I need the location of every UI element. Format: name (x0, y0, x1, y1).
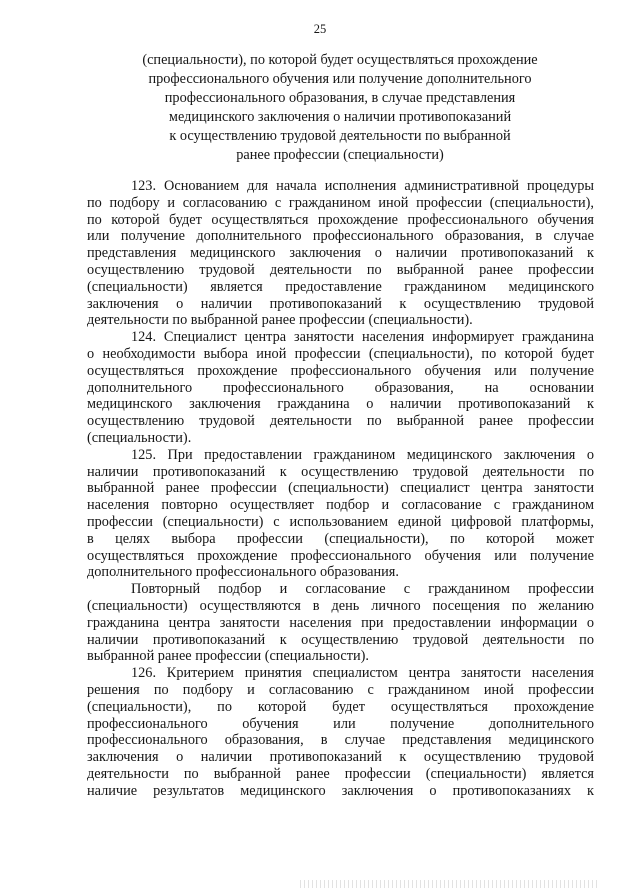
text-line: гражданина центра занятости населения при предоставлении информации о (87, 614, 594, 631)
text-line: заключения о наличии противопоказаний к осуществлению трудовой (87, 295, 594, 312)
scan-edge-artifact (300, 880, 600, 888)
text-line: профессионального образования, в случае представления медицинского (87, 732, 594, 749)
paragraph-repeat-selection (87, 581, 594, 665)
text-line: осуществляться прохождение профессионального обучения или получение (87, 547, 594, 564)
heading-line: к осуществлению трудовой деятельности по выбранной (169, 128, 511, 144)
text-line: деятельности по выбранной ранее профессии (специальности). (87, 312, 473, 329)
text-line: Повторный подбор и согласование с гражданином профессии (131, 581, 594, 598)
text-line: по которой будет осуществляться прохождение профессионального обучения (87, 211, 594, 228)
text-line: дополнительного профессионального образования. (87, 564, 399, 581)
heading-line: медицинского заключения о наличии противопоказаний (168, 109, 512, 125)
text-line: решения по подбору и согласованию с гражданином иной профессии (87, 681, 594, 698)
text-line: наличии противопоказаний к осуществлению трудовой деятельности по (87, 463, 594, 480)
text-line: или получение дополнительного профессионального образования, в случае (87, 228, 594, 245)
text-line: о необходимости выбора иной профессии (специальности), по которой будет (87, 345, 594, 362)
text-line: 124. Специалист центра занятости населения информирует гражданина (131, 329, 594, 346)
heading-line: профессионального обучения или получение дополнительного (148, 71, 532, 87)
paragraph-126 (87, 665, 594, 799)
text-line: медицинского заключения гражданина о наличии противопоказаний к (87, 396, 594, 413)
text-line: осуществлению трудовой деятельности по выбранной ранее профессии (87, 261, 594, 278)
text-line: выбранной ранее профессии (специальности). (87, 648, 369, 665)
paragraph-124 (87, 329, 594, 447)
text-line: населения повторно осуществляет подбор и согласование с гражданином (87, 497, 594, 514)
heading-line: ранее профессии (специальности) (236, 147, 444, 163)
text-line: 125. При предоставлении гражданином медицинского заключения о (131, 446, 594, 463)
text-line: профессии (специальности) с использованием единой цифровой платформы, (87, 513, 594, 530)
document-body (87, 178, 594, 799)
text-line: 123. Основанием для начала исполнения административной процедуры (131, 178, 594, 194)
text-line: осуществлению трудовой деятельности по выбранной ранее профессии (87, 413, 594, 430)
text-line: наличие результатов медицинского заключения о противопоказаниях к (87, 782, 594, 799)
text-line: осуществляться прохождение профессионального обучения или получение (87, 362, 594, 379)
text-line: выбранной ранее профессии (специальности) специалист центра занятости (87, 480, 594, 497)
page-number: 25 (313, 22, 327, 36)
heading-line: профессионального образования, в случае представления (164, 90, 516, 106)
text-line: наличии противопоказаний к осуществлению трудовой деятельности по (87, 631, 594, 648)
text-line: дополнительного профессионального образования, на основании (87, 379, 594, 396)
heading-line: (специальности), по которой будет осуществляться прохождение (142, 52, 538, 68)
text-line: (специальности) осуществляются в день личного посещения по желанию (87, 597, 594, 614)
text-line: (специальности). (87, 429, 192, 446)
text-line: (специальности) является предоставление гражданином медицинского (87, 278, 594, 295)
text-line: 126. Критерием принятия специалистом центра занятости населения (131, 665, 594, 682)
text-line: по подбору и согласованию с гражданином иной профессии (специальности), (87, 194, 594, 211)
section-heading (90, 51, 590, 165)
paragraph-125 (87, 447, 594, 581)
text-line: деятельности по выбранной ранее профессии (специальности) является (87, 765, 594, 782)
text-line: (специальности), по которой будет осуществляться прохождение (87, 698, 594, 715)
text-line: представления медицинского заключения о наличии противопоказаний к (87, 245, 594, 262)
text-line: заключения о наличии противопоказаний к осуществлению трудовой (87, 749, 594, 766)
paragraph-123 (87, 178, 594, 329)
text-line: в целях выбора профессии (специальности), по которой может (87, 530, 594, 547)
text-line: профессионального обучения или получение дополнительного (87, 715, 594, 732)
